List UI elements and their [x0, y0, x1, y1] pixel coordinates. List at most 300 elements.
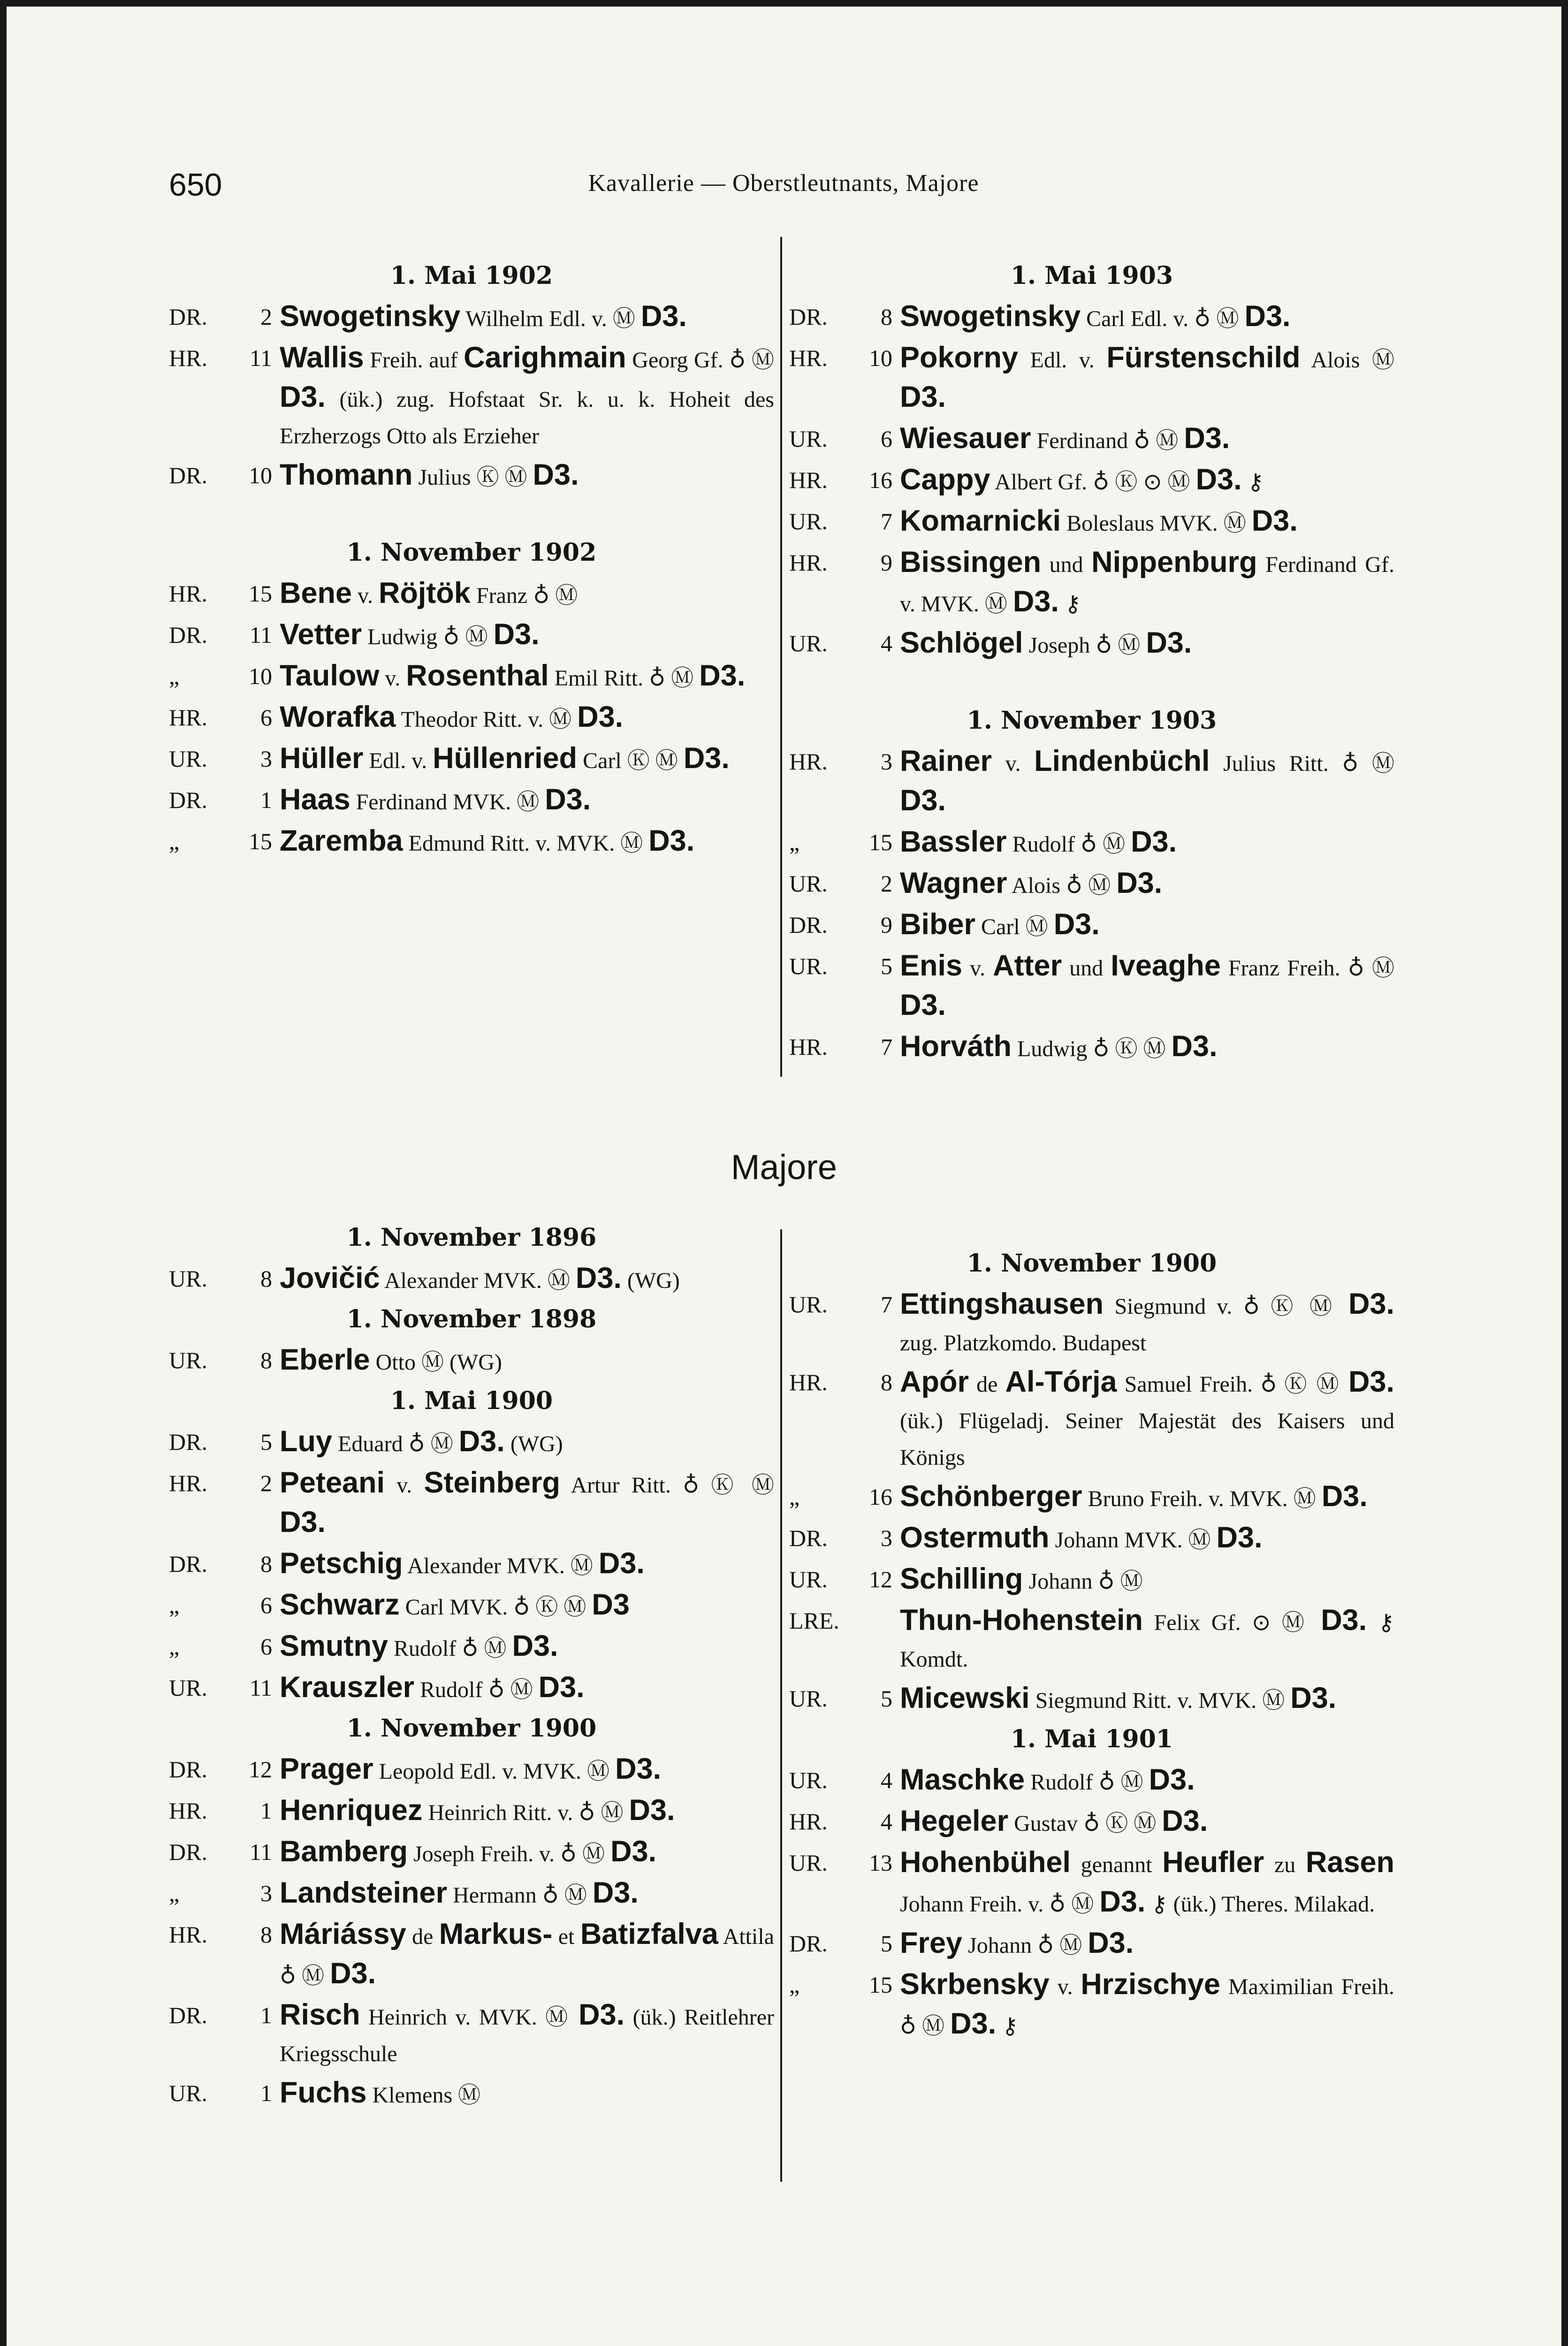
officer-name: D3.: [610, 1835, 657, 1868]
roster-entry: [789, 1559, 1394, 1600]
officer-name: Taulow: [280, 659, 380, 692]
officer-name: D3.: [1348, 1365, 1394, 1398]
entry-detail: Carl Ⓚ Ⓜ: [577, 748, 684, 773]
entry-detail: Johann MVK. Ⓜ: [1049, 1528, 1217, 1553]
entry-text: [900, 459, 1394, 501]
officer-name: Schönberger: [900, 1480, 1082, 1513]
regiment-number: 6: [881, 426, 892, 452]
entry-detail: Boleslaus MVK. Ⓜ: [1061, 511, 1252, 536]
regiment-number: 15: [249, 828, 272, 854]
roster-entry: [169, 1831, 774, 1873]
majore-left-column: [169, 1218, 774, 2114]
officer-name: Thomann: [280, 458, 413, 491]
officer-name: D3.: [578, 1998, 625, 2031]
date-heading: 1. Mai 1903: [1010, 261, 1173, 290]
column-divider-bottom: [780, 1229, 782, 2182]
regiment-abbrev: HR.: [789, 1808, 828, 1835]
entry-text: [900, 1600, 1394, 1678]
regiment-abbrev: HR.: [169, 704, 207, 731]
roster-entry: [789, 1842, 1394, 1923]
date-heading: 1. November 1900: [346, 1714, 597, 1743]
officer-name: Peteani: [280, 1466, 385, 1499]
regiment-abbrev: DR.: [169, 1756, 207, 1782]
entry-detail: Johann ♁ Ⓜ: [1023, 1569, 1143, 1594]
officer-name: D3.: [683, 742, 730, 775]
entry-detail: Bruno Freih. v. MVK. Ⓜ: [1082, 1486, 1322, 1511]
entry-detail: Franz ♁ Ⓜ: [470, 583, 578, 608]
roster-entry: [789, 1964, 1394, 2045]
entry-detail: Otto Ⓜ (WG): [370, 1350, 502, 1375]
entry-detail: Edl. v.: [363, 748, 433, 773]
officer-name: Horváth: [900, 1030, 1012, 1063]
officer-name: Petschig: [280, 1547, 403, 1580]
roster-entry: [169, 1258, 774, 1299]
officer-name: D3.: [1149, 1763, 1195, 1796]
regiment-abbrev: DR.: [169, 1839, 207, 1865]
officer-name: Hohenbühel: [900, 1846, 1071, 1879]
officer-name: Iveaghe: [1111, 949, 1221, 982]
regiment-abbrev: „: [789, 829, 800, 855]
officer-name: D3.: [699, 659, 746, 692]
officer-name: Hüllenried: [433, 742, 578, 775]
entry-detail: Ludwig ♁ Ⓜ: [362, 625, 494, 649]
entry-text: [900, 1801, 1394, 1842]
regiment-number: 1: [260, 2002, 272, 2028]
regiment-abbrev: „: [169, 828, 180, 854]
entry-detail: Ludwig ♁ Ⓚ Ⓜ: [1012, 1036, 1172, 1061]
entry-detail: (ük.) Flügeladj. Seiner Majestät des Kaisers und Königs: [900, 1409, 1394, 1470]
entry-detail: Rudolf ♁ Ⓜ: [388, 1636, 512, 1661]
roster-entry: [789, 459, 1394, 501]
roster-entry: [169, 1995, 774, 2072]
officer-name: D3.: [1321, 1604, 1367, 1637]
entry-text: [900, 1517, 1394, 1559]
entry-detail: Joseph Freih. v. ♁ Ⓜ: [408, 1842, 611, 1866]
entry-detail: ⚷: [1058, 592, 1081, 617]
entry-detail: Gustav ♁ Ⓚ Ⓜ: [1008, 1811, 1162, 1836]
entry-detail: (WG): [621, 1268, 680, 1293]
roster-entry: [169, 1462, 774, 1543]
entry-detail: Attila ♁ Ⓜ: [280, 1924, 774, 1988]
officer-name: Markus-: [439, 1918, 553, 1950]
regiment-number: 8: [881, 1369, 892, 1395]
officer-name: D3: [592, 1588, 630, 1621]
officer-name: D3.: [575, 1262, 622, 1295]
date-heading: 1. Mai 1901: [1010, 1725, 1173, 1753]
entry-detail: Freih. auf: [364, 348, 464, 373]
regiment-number: 4: [881, 1808, 892, 1835]
regiment-abbrev: HR.: [789, 549, 828, 576]
entry-detail: v.: [385, 1473, 424, 1498]
officer-name: Röjtök: [378, 577, 471, 609]
regiment-number: 11: [249, 345, 272, 371]
officer-name: Micewski: [900, 1682, 1030, 1714]
section-title-majore: Majore: [731, 1148, 837, 1187]
officer-name: Fürstenschild: [1106, 341, 1301, 374]
regiment-abbrev: DR.: [789, 1930, 828, 1957]
officer-name: Prager: [280, 1752, 373, 1785]
entry-text: [900, 1964, 1394, 2045]
roster-entry: [169, 1584, 774, 1626]
regiment-number: 4: [881, 1767, 892, 1793]
regiment-number: 1: [260, 787, 272, 813]
entry-text: [900, 1284, 1394, 1362]
roster-entry: [169, 1421, 774, 1462]
entry-detail: Joseph ♁ Ⓜ: [1023, 633, 1146, 658]
entry-detail: v.: [379, 666, 406, 691]
roster-entry: [789, 863, 1394, 904]
roster-entry: [169, 1790, 774, 1831]
officer-name: Bene: [280, 577, 352, 609]
officer-name: D3.: [629, 1794, 675, 1827]
officer-name: Bissingen: [900, 546, 1042, 579]
regiment-abbrev: HR.: [789, 345, 828, 371]
regiment-number: 15: [869, 829, 892, 855]
officer-name: Al-Tórja: [1005, 1365, 1117, 1398]
officer-name: Enis: [900, 949, 963, 982]
entry-text: [280, 821, 774, 862]
roster-entry: [789, 296, 1394, 337]
entry-detail: Edl. v.: [1018, 348, 1107, 373]
officer-name: Vetter: [280, 618, 362, 651]
entry-text: [900, 337, 1394, 418]
entry-text: [900, 1923, 1394, 1964]
officer-name: Swogetinsky: [900, 300, 1081, 333]
entry-text: [900, 1842, 1394, 1923]
regiment-abbrev: DR.: [169, 462, 207, 488]
entry-detail: ⚷: [1241, 470, 1264, 495]
entry-text: [280, 296, 774, 337]
regiment-abbrev: UR.: [169, 2080, 207, 2106]
officer-name: Ettingshausen: [900, 1287, 1104, 1320]
roster-entry: [789, 904, 1394, 945]
regiment-abbrev: DR.: [789, 1525, 828, 1551]
regiment-abbrev: DR.: [169, 622, 207, 648]
roster-entry: [169, 1543, 774, 1584]
officer-name: Skrbensky: [900, 1968, 1050, 2001]
entry-detail: (ük.) zug. Hofstaat Sr. k. u. k. Hoheit des Erzherzogs Otto als Erzieher: [280, 387, 774, 449]
regiment-abbrev: „: [169, 1633, 180, 1660]
entry-text: [900, 1760, 1394, 1801]
entry-text: [280, 697, 774, 738]
officer-name: Batizfalva: [580, 1918, 718, 1950]
entry-text: [280, 1421, 774, 1462]
roster-entry: [789, 945, 1394, 1026]
officer-name: Swogetinsky: [280, 300, 461, 333]
entry-detail: Albert Gf. ♁ Ⓚ ⊙ Ⓜ: [990, 470, 1196, 495]
regiment-number: 7: [881, 508, 892, 534]
regiment-number: 2: [260, 1470, 272, 1496]
entry-detail: Carl MVK. ♁ Ⓚ Ⓜ: [399, 1595, 592, 1620]
entry-detail: Alois ♁ Ⓜ: [1007, 873, 1117, 898]
officer-name: D3.: [615, 1752, 662, 1785]
officer-name: D3.: [458, 1425, 505, 1458]
majore-right-column: [789, 1243, 1394, 2045]
entry-text: [280, 1790, 774, 1831]
roster-entry: [789, 623, 1394, 664]
officer-name: D3.: [1244, 300, 1291, 333]
entry-detail: Artur Ritt. ♁ Ⓚ Ⓜ: [560, 1473, 774, 1498]
entry-text: [280, 1258, 774, 1299]
entry-detail: zug. Platzkomdo. Budapest: [900, 1331, 1147, 1356]
officer-name: Eberle: [280, 1343, 370, 1376]
page-number: 650: [169, 167, 222, 203]
regiment-number: 15: [249, 580, 272, 607]
roster-entry: [789, 1678, 1394, 1719]
entry-detail: v.: [992, 751, 1035, 776]
officer-name: D3.: [545, 783, 591, 816]
officer-name: Pokorny: [900, 341, 1019, 374]
officer-name: Haas: [280, 783, 350, 816]
regiment-number: 7: [881, 1034, 892, 1060]
regiment-number: 8: [260, 1347, 272, 1373]
regiment-number: 11: [249, 622, 272, 648]
oberstleutnants-left-column: [169, 256, 774, 862]
officer-name: Máriássy: [280, 1918, 406, 1950]
date-heading: 1. November 1903: [967, 706, 1217, 735]
entry-text: [900, 945, 1394, 1026]
entry-detail: Theodor Ritt. v. Ⓜ: [396, 707, 578, 732]
officer-name: Bamberg: [280, 1835, 408, 1868]
entry-detail: Wilhelm Edl. v. Ⓜ: [460, 306, 641, 331]
entry-text: [900, 1678, 1394, 1719]
regiment-abbrev: „: [789, 1484, 800, 1510]
regiment-number: 3: [260, 1880, 272, 1906]
officer-name: Schilling: [900, 1562, 1023, 1595]
regiment-abbrev: HR.: [169, 580, 207, 607]
regiment-abbrev: HR.: [169, 1470, 207, 1496]
entry-detail: Heinrich v. MVK. Ⓜ: [360, 2005, 579, 2030]
officer-name: D3.: [900, 989, 946, 1021]
roster-entry: [169, 2072, 774, 2114]
entry-detail: v.: [1049, 1974, 1081, 1999]
officer-name: Schlögel: [900, 626, 1023, 659]
officer-name: Smutny: [280, 1630, 388, 1662]
entry-text: [280, 738, 774, 779]
roster-entry: [169, 573, 774, 614]
regiment-abbrev: „: [169, 1592, 180, 1618]
officer-name: D3.: [1131, 825, 1177, 858]
entry-detail: Johann Freih. v. ♁ Ⓜ: [900, 1892, 1100, 1917]
entry-detail: de: [968, 1372, 1005, 1397]
entry-detail: ⚷: [996, 2014, 1019, 2039]
officer-name: D3.: [280, 1506, 326, 1539]
regiment-abbrev: „: [169, 663, 180, 689]
officer-name: D3.: [1251, 504, 1298, 537]
officer-name: Rasen: [1305, 1846, 1394, 1879]
regiment-number: 5: [881, 953, 892, 979]
officer-name: Komarnicki: [900, 504, 1061, 537]
running-head: [169, 167, 1398, 204]
roster-entry: [789, 1476, 1394, 1517]
entry-detail: Klemens Ⓜ: [366, 2083, 481, 2108]
roster-entry: [789, 542, 1394, 623]
roster-entry: [789, 1362, 1394, 1476]
date-heading: 1. November 1898: [346, 1305, 597, 1333]
officer-name: D3.: [1195, 463, 1242, 496]
regiment-abbrev: DR.: [169, 1551, 207, 1577]
regiment-abbrev: UR.: [169, 1265, 207, 1292]
officer-name: Heufler: [1162, 1846, 1264, 1879]
officer-name: Zaremba: [280, 824, 403, 857]
officer-name: Jovičić: [280, 1262, 380, 1295]
officer-name: Cappy: [900, 463, 990, 496]
roster-entry: [169, 779, 774, 821]
regiment-number: 8: [881, 304, 892, 330]
regiment-abbrev: UR.: [789, 870, 828, 897]
roster-entry: [789, 337, 1394, 418]
roster-entry: [169, 1340, 774, 1381]
entry-text: [280, 1626, 774, 1667]
entry-detail: Ferdinand ♁ Ⓜ: [1031, 428, 1184, 453]
entry-text: [280, 337, 774, 455]
officer-name: Henriquez: [280, 1794, 423, 1827]
entry-detail: v.: [962, 956, 993, 981]
date-heading: 1. Mai 1900: [390, 1386, 553, 1415]
entry-text: [900, 1362, 1394, 1476]
regiment-number: 9: [881, 912, 892, 938]
officer-name: Hüller: [280, 742, 364, 775]
entry-detail: Alexander MVK. Ⓜ: [380, 1268, 576, 1293]
officer-name: Steinberg: [424, 1466, 561, 1499]
entry-text: [900, 418, 1394, 459]
entry-detail: Carl Ⓜ: [975, 914, 1054, 939]
officer-name: D3.: [1088, 1927, 1134, 1959]
roster-entry: [789, 1801, 1394, 1842]
regiment-number: 10: [249, 462, 272, 488]
regiment-number: 11: [249, 1839, 272, 1865]
regiment-number: 2: [881, 870, 892, 897]
officer-name: D3.: [280, 381, 326, 413]
regiment-abbrev: UR.: [789, 953, 828, 979]
regiment-abbrev: UR.: [789, 1566, 828, 1592]
regiment-abbrev: UR.: [169, 1347, 207, 1373]
entry-text: [900, 542, 1394, 623]
regiment-number: 5: [881, 1930, 892, 1957]
roster-entry: [789, 1760, 1394, 1801]
entry-text: [900, 1559, 1394, 1600]
entry-detail: Hermann ♁ Ⓜ: [447, 1883, 593, 1908]
officer-name: D3.: [1216, 1521, 1263, 1554]
entry-detail: Julius Ritt. ♁ Ⓜ: [1210, 751, 1394, 776]
regiment-number: 9: [881, 549, 892, 576]
officer-name: Hegeler: [900, 1805, 1009, 1837]
officer-name: D3.: [640, 300, 687, 333]
roster-entry: [789, 1284, 1394, 1362]
entry-detail: Alexander MVK. Ⓜ: [403, 1554, 599, 1578]
regiment-abbrev: DR.: [789, 304, 828, 330]
date-heading: 1. November 1900: [967, 1249, 1217, 1278]
roster-entry: [169, 738, 774, 779]
regiment-number: 13: [869, 1850, 892, 1876]
entry-text: [280, 1462, 774, 1543]
entry-text: [900, 1476, 1394, 1517]
entry-detail: Siegmund v. ♁ Ⓚ Ⓜ: [1104, 1294, 1348, 1319]
regiment-abbrev: UR.: [169, 746, 207, 772]
regiment-number: 1: [260, 1798, 272, 1824]
entry-detail: Alois Ⓜ: [1300, 348, 1394, 373]
entry-detail: Siegmund Ritt. v. MVK. Ⓜ: [1029, 1688, 1291, 1713]
roster-entry: [789, 822, 1394, 863]
entry-detail: Ferdinand Gf. v. MVK. Ⓜ: [900, 552, 1394, 617]
page-title: Kavallerie — Oberstleutnants, Majore: [588, 170, 979, 197]
officer-name: D3.: [950, 2007, 997, 2040]
regiment-abbrev: DR.: [789, 912, 828, 938]
officer-name: D3.: [1184, 422, 1230, 455]
entry-detail: Franz Freih. ♁ Ⓜ: [1220, 956, 1394, 981]
officer-name: D3.: [1116, 867, 1163, 899]
entry-text: [280, 1749, 774, 1790]
regiment-number: 8: [260, 1921, 272, 1948]
entry-detail: ⚷ (ük.) Theres. Milakad.: [1145, 1892, 1375, 1917]
officer-name: D3.: [512, 1630, 558, 1662]
roster-entry: [169, 1914, 774, 1995]
entry-text: [280, 614, 774, 655]
officer-name: Wiesauer: [900, 422, 1031, 455]
roster-entry: [789, 1600, 1394, 1678]
roster-entry: [169, 821, 774, 862]
regiment-number: 3: [260, 746, 272, 772]
officer-name: Luy: [280, 1425, 333, 1458]
regiment-number: 16: [869, 467, 892, 493]
roster-entry: [169, 655, 774, 697]
regiment-abbrev: HR.: [169, 1921, 207, 1948]
officer-name: D3.: [1321, 1480, 1368, 1513]
entry-detail: Julius Ⓚ Ⓜ: [412, 465, 533, 490]
entry-detail: (ük.) Reitlehrer Kriegsschule: [280, 2005, 774, 2066]
officer-name: D3.: [1099, 1885, 1146, 1918]
entry-detail: de: [406, 1924, 439, 1949]
entry-text: [900, 741, 1394, 822]
entry-detail: et: [552, 1924, 580, 1949]
roster-entry: [169, 337, 774, 455]
roster-entry: [789, 1923, 1394, 1964]
officer-name: Risch: [280, 1998, 360, 2031]
officer-name: Biber: [900, 908, 976, 941]
entry-detail: Emil Ritt. ♁ Ⓜ: [548, 666, 700, 691]
officer-name: D3.: [538, 1671, 585, 1704]
regiment-number: 1: [260, 2080, 272, 2106]
entry-text: [280, 573, 774, 614]
roster-entry: [789, 1026, 1394, 1067]
officer-name: Wagner: [900, 867, 1007, 899]
officer-name: D3.: [577, 701, 624, 733]
oberstleutnants-right-column: [789, 256, 1394, 1067]
officer-name: Rosenthal: [406, 659, 549, 692]
entry-text: [280, 1873, 774, 1914]
officer-name: D3.: [1012, 585, 1059, 618]
date-heading: 1. November 1902: [346, 538, 597, 567]
officer-name: D3.: [493, 618, 540, 651]
regiment-abbrev: UR.: [789, 630, 828, 656]
regiment-number: 11: [249, 1675, 272, 1701]
roster-entry: [169, 1873, 774, 1914]
officer-name: Bassler: [900, 825, 1007, 858]
entry-text: [280, 1995, 774, 2072]
entry-text: [900, 822, 1394, 863]
regiment-number: 3: [881, 748, 892, 775]
officer-name: Nippenburg: [1091, 546, 1257, 579]
regiment-number: 6: [260, 1633, 272, 1660]
officer-name: Wallis: [280, 341, 364, 374]
entry-text: [900, 623, 1394, 664]
entry-detail: Heinrich Ritt. v. ♁ Ⓜ: [422, 1800, 629, 1825]
officer-name: D3.: [648, 824, 695, 857]
regiment-number: 3: [881, 1525, 892, 1551]
regiment-number: 12: [869, 1566, 892, 1592]
regiment-abbrev: DR.: [169, 787, 207, 813]
regiment-number: 10: [869, 345, 892, 371]
